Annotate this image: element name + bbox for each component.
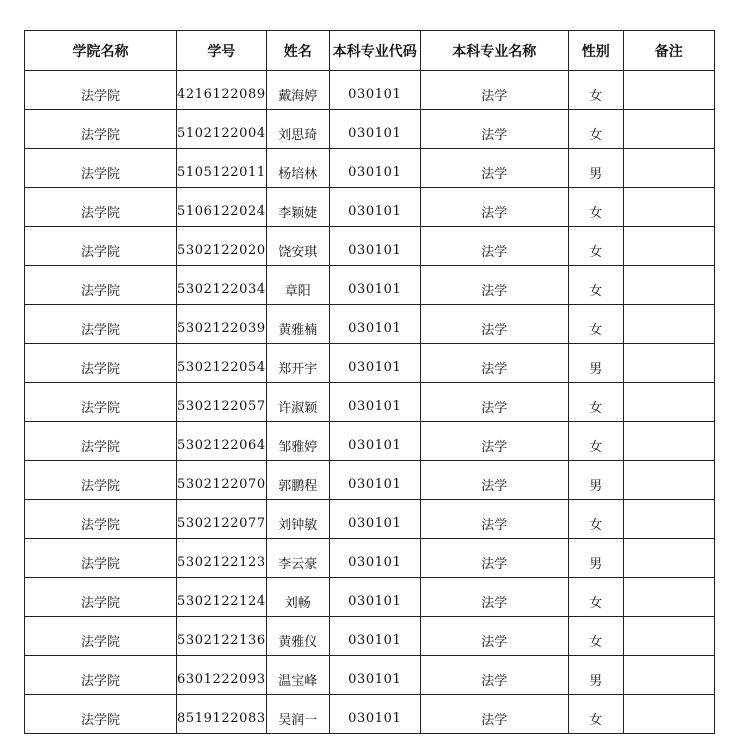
name-cell: 许淑颖: [266, 383, 329, 422]
college-cell: 法学院: [25, 227, 177, 266]
gender-cell: 男: [568, 149, 623, 188]
student-id-cell: 5105122011: [177, 149, 267, 188]
college-cell: 法学院: [25, 344, 177, 383]
name-cell: 刘畅: [266, 578, 329, 617]
college-cell: 法学院: [25, 656, 177, 695]
gender-cell: 女: [568, 617, 623, 656]
major-code-cell: 030101: [329, 539, 420, 578]
name-cell: 黄雅仪: [266, 617, 329, 656]
table-row: [25, 227, 715, 266]
student-id-cell: 5302122054: [177, 344, 267, 383]
major-code-cell: 030101: [329, 188, 420, 227]
table-row: [25, 383, 715, 422]
header-major-name: 本科专业名称: [420, 31, 568, 71]
college-cell: 法学院: [25, 578, 177, 617]
major-code-cell: 030101: [329, 110, 420, 149]
gender-cell: 女: [568, 500, 623, 539]
remarks-cell: [623, 266, 714, 305]
student-id-cell: 8519122083: [177, 695, 267, 734]
table-row: [25, 461, 715, 500]
student-id-cell: 5302122057: [177, 383, 267, 422]
name-cell: 刘思琦: [266, 110, 329, 149]
major-name-cell: 法学: [420, 617, 568, 656]
table-row: [25, 578, 715, 617]
remarks-cell: [623, 500, 714, 539]
remarks-cell: [623, 188, 714, 227]
major-name-cell: 法学: [420, 71, 568, 110]
name-cell: 李云豪: [266, 539, 329, 578]
header-student-id: 学号: [177, 31, 267, 71]
college-cell: 法学院: [25, 383, 177, 422]
college-cell: 法学院: [25, 539, 177, 578]
major-name-cell: 法学: [420, 383, 568, 422]
student-id-cell: 5302122077: [177, 500, 267, 539]
gender-cell: 女: [568, 383, 623, 422]
gender-cell: 男: [568, 461, 623, 500]
major-name-cell: 法学: [420, 656, 568, 695]
gender-cell: 女: [568, 695, 623, 734]
table-header-row: [25, 31, 715, 71]
college-cell: 法学院: [25, 266, 177, 305]
table-row: [25, 71, 715, 110]
college-cell: 法学院: [25, 149, 177, 188]
gender-cell: 女: [568, 305, 623, 344]
name-cell: 饶安琪: [266, 227, 329, 266]
college-cell: 法学院: [25, 188, 177, 227]
student-id-cell: 5302122070: [177, 461, 267, 500]
student-id-cell: 5106122024: [177, 188, 267, 227]
name-cell: 吴润一: [266, 695, 329, 734]
table-row: [25, 695, 715, 734]
college-cell: 法学院: [25, 500, 177, 539]
table-row: [25, 266, 715, 305]
student-id-cell: 5302122123: [177, 539, 267, 578]
major-name-cell: 法学: [420, 539, 568, 578]
major-name-cell: 法学: [420, 461, 568, 500]
college-cell: 法学院: [25, 695, 177, 734]
remarks-cell: [623, 656, 714, 695]
gender-cell: 女: [568, 266, 623, 305]
name-cell: 李颖婕: [266, 188, 329, 227]
gender-cell: 男: [568, 539, 623, 578]
table-row: [25, 539, 715, 578]
name-cell: 黄雅楠: [266, 305, 329, 344]
major-name-cell: 法学: [420, 227, 568, 266]
name-cell: 郑开宇: [266, 344, 329, 383]
college-cell: 法学院: [25, 71, 177, 110]
name-cell: 邹雅婷: [266, 422, 329, 461]
name-cell: 杨培林: [266, 149, 329, 188]
name-cell: 戴海婷: [266, 71, 329, 110]
major-code-cell: 030101: [329, 149, 420, 188]
table-body: [25, 71, 715, 734]
gender-cell: 女: [568, 188, 623, 227]
gender-cell: 女: [568, 578, 623, 617]
major-name-cell: 法学: [420, 266, 568, 305]
name-cell: 郭鹏程: [266, 461, 329, 500]
remarks-cell: [623, 461, 714, 500]
remarks-cell: [623, 695, 714, 734]
remarks-cell: [623, 539, 714, 578]
table-row: [25, 188, 715, 227]
college-cell: 法学院: [25, 461, 177, 500]
major-name-cell: 法学: [420, 305, 568, 344]
remarks-cell: [623, 578, 714, 617]
name-cell: 刘钟敏: [266, 500, 329, 539]
remarks-cell: [623, 344, 714, 383]
remarks-cell: [623, 383, 714, 422]
major-code-cell: 030101: [329, 383, 420, 422]
major-code-cell: 030101: [329, 422, 420, 461]
college-cell: 法学院: [25, 422, 177, 461]
major-code-cell: 030101: [329, 578, 420, 617]
major-name-cell: 法学: [420, 695, 568, 734]
table-row: [25, 344, 715, 383]
college-cell: 法学院: [25, 305, 177, 344]
table-row: [25, 656, 715, 695]
student-list-sheet: [24, 30, 715, 734]
header-remarks: 备注: [623, 31, 714, 71]
major-name-cell: 法学: [420, 110, 568, 149]
table-row: [25, 500, 715, 539]
major-code-cell: 030101: [329, 71, 420, 110]
student-id-cell: 5302122136: [177, 617, 267, 656]
table-row: [25, 305, 715, 344]
table-row: [25, 617, 715, 656]
header-college-name: 学院名称: [25, 31, 177, 71]
major-code-cell: 030101: [329, 461, 420, 500]
student-id-cell: 6301222093: [177, 656, 267, 695]
name-cell: 温宝峰: [266, 656, 329, 695]
remarks-cell: [623, 617, 714, 656]
major-name-cell: 法学: [420, 500, 568, 539]
remarks-cell: [623, 422, 714, 461]
major-code-cell: 030101: [329, 500, 420, 539]
gender-cell: 女: [568, 71, 623, 110]
major-name-cell: 法学: [420, 344, 568, 383]
student-id-cell: 5302122039: [177, 305, 267, 344]
major-name-cell: 法学: [420, 578, 568, 617]
student-id-cell: 5302122124: [177, 578, 267, 617]
gender-cell: 男: [568, 656, 623, 695]
remarks-cell: [623, 227, 714, 266]
major-name-cell: 法学: [420, 149, 568, 188]
student-id-cell: 5102122004: [177, 110, 267, 149]
gender-cell: 女: [568, 110, 623, 149]
header-gender: 性别: [568, 31, 623, 71]
major-code-cell: 030101: [329, 344, 420, 383]
major-name-cell: 法学: [420, 422, 568, 461]
student-id-cell: 5302122020: [177, 227, 267, 266]
major-code-cell: 030101: [329, 266, 420, 305]
header-major-code: 本科专业代码: [329, 31, 420, 71]
student-table: [24, 30, 715, 734]
remarks-cell: [623, 110, 714, 149]
student-id-cell: 5302122064: [177, 422, 267, 461]
gender-cell: 女: [568, 227, 623, 266]
table-row: [25, 422, 715, 461]
table-row: [25, 110, 715, 149]
remarks-cell: [623, 305, 714, 344]
college-cell: 法学院: [25, 110, 177, 149]
major-code-cell: 030101: [329, 305, 420, 344]
table-row: [25, 149, 715, 188]
remarks-cell: [623, 149, 714, 188]
major-code-cell: 030101: [329, 656, 420, 695]
name-cell: 章阳: [266, 266, 329, 305]
college-cell: 法学院: [25, 617, 177, 656]
gender-cell: 女: [568, 422, 623, 461]
gender-cell: 男: [568, 344, 623, 383]
major-name-cell: 法学: [420, 188, 568, 227]
major-code-cell: 030101: [329, 695, 420, 734]
major-code-cell: 030101: [329, 227, 420, 266]
student-id-cell: 5302122034: [177, 266, 267, 305]
student-id-cell: 4216122089: [177, 71, 267, 110]
major-code-cell: 030101: [329, 617, 420, 656]
header-name: 姓名: [266, 31, 329, 71]
remarks-cell: [623, 71, 714, 110]
